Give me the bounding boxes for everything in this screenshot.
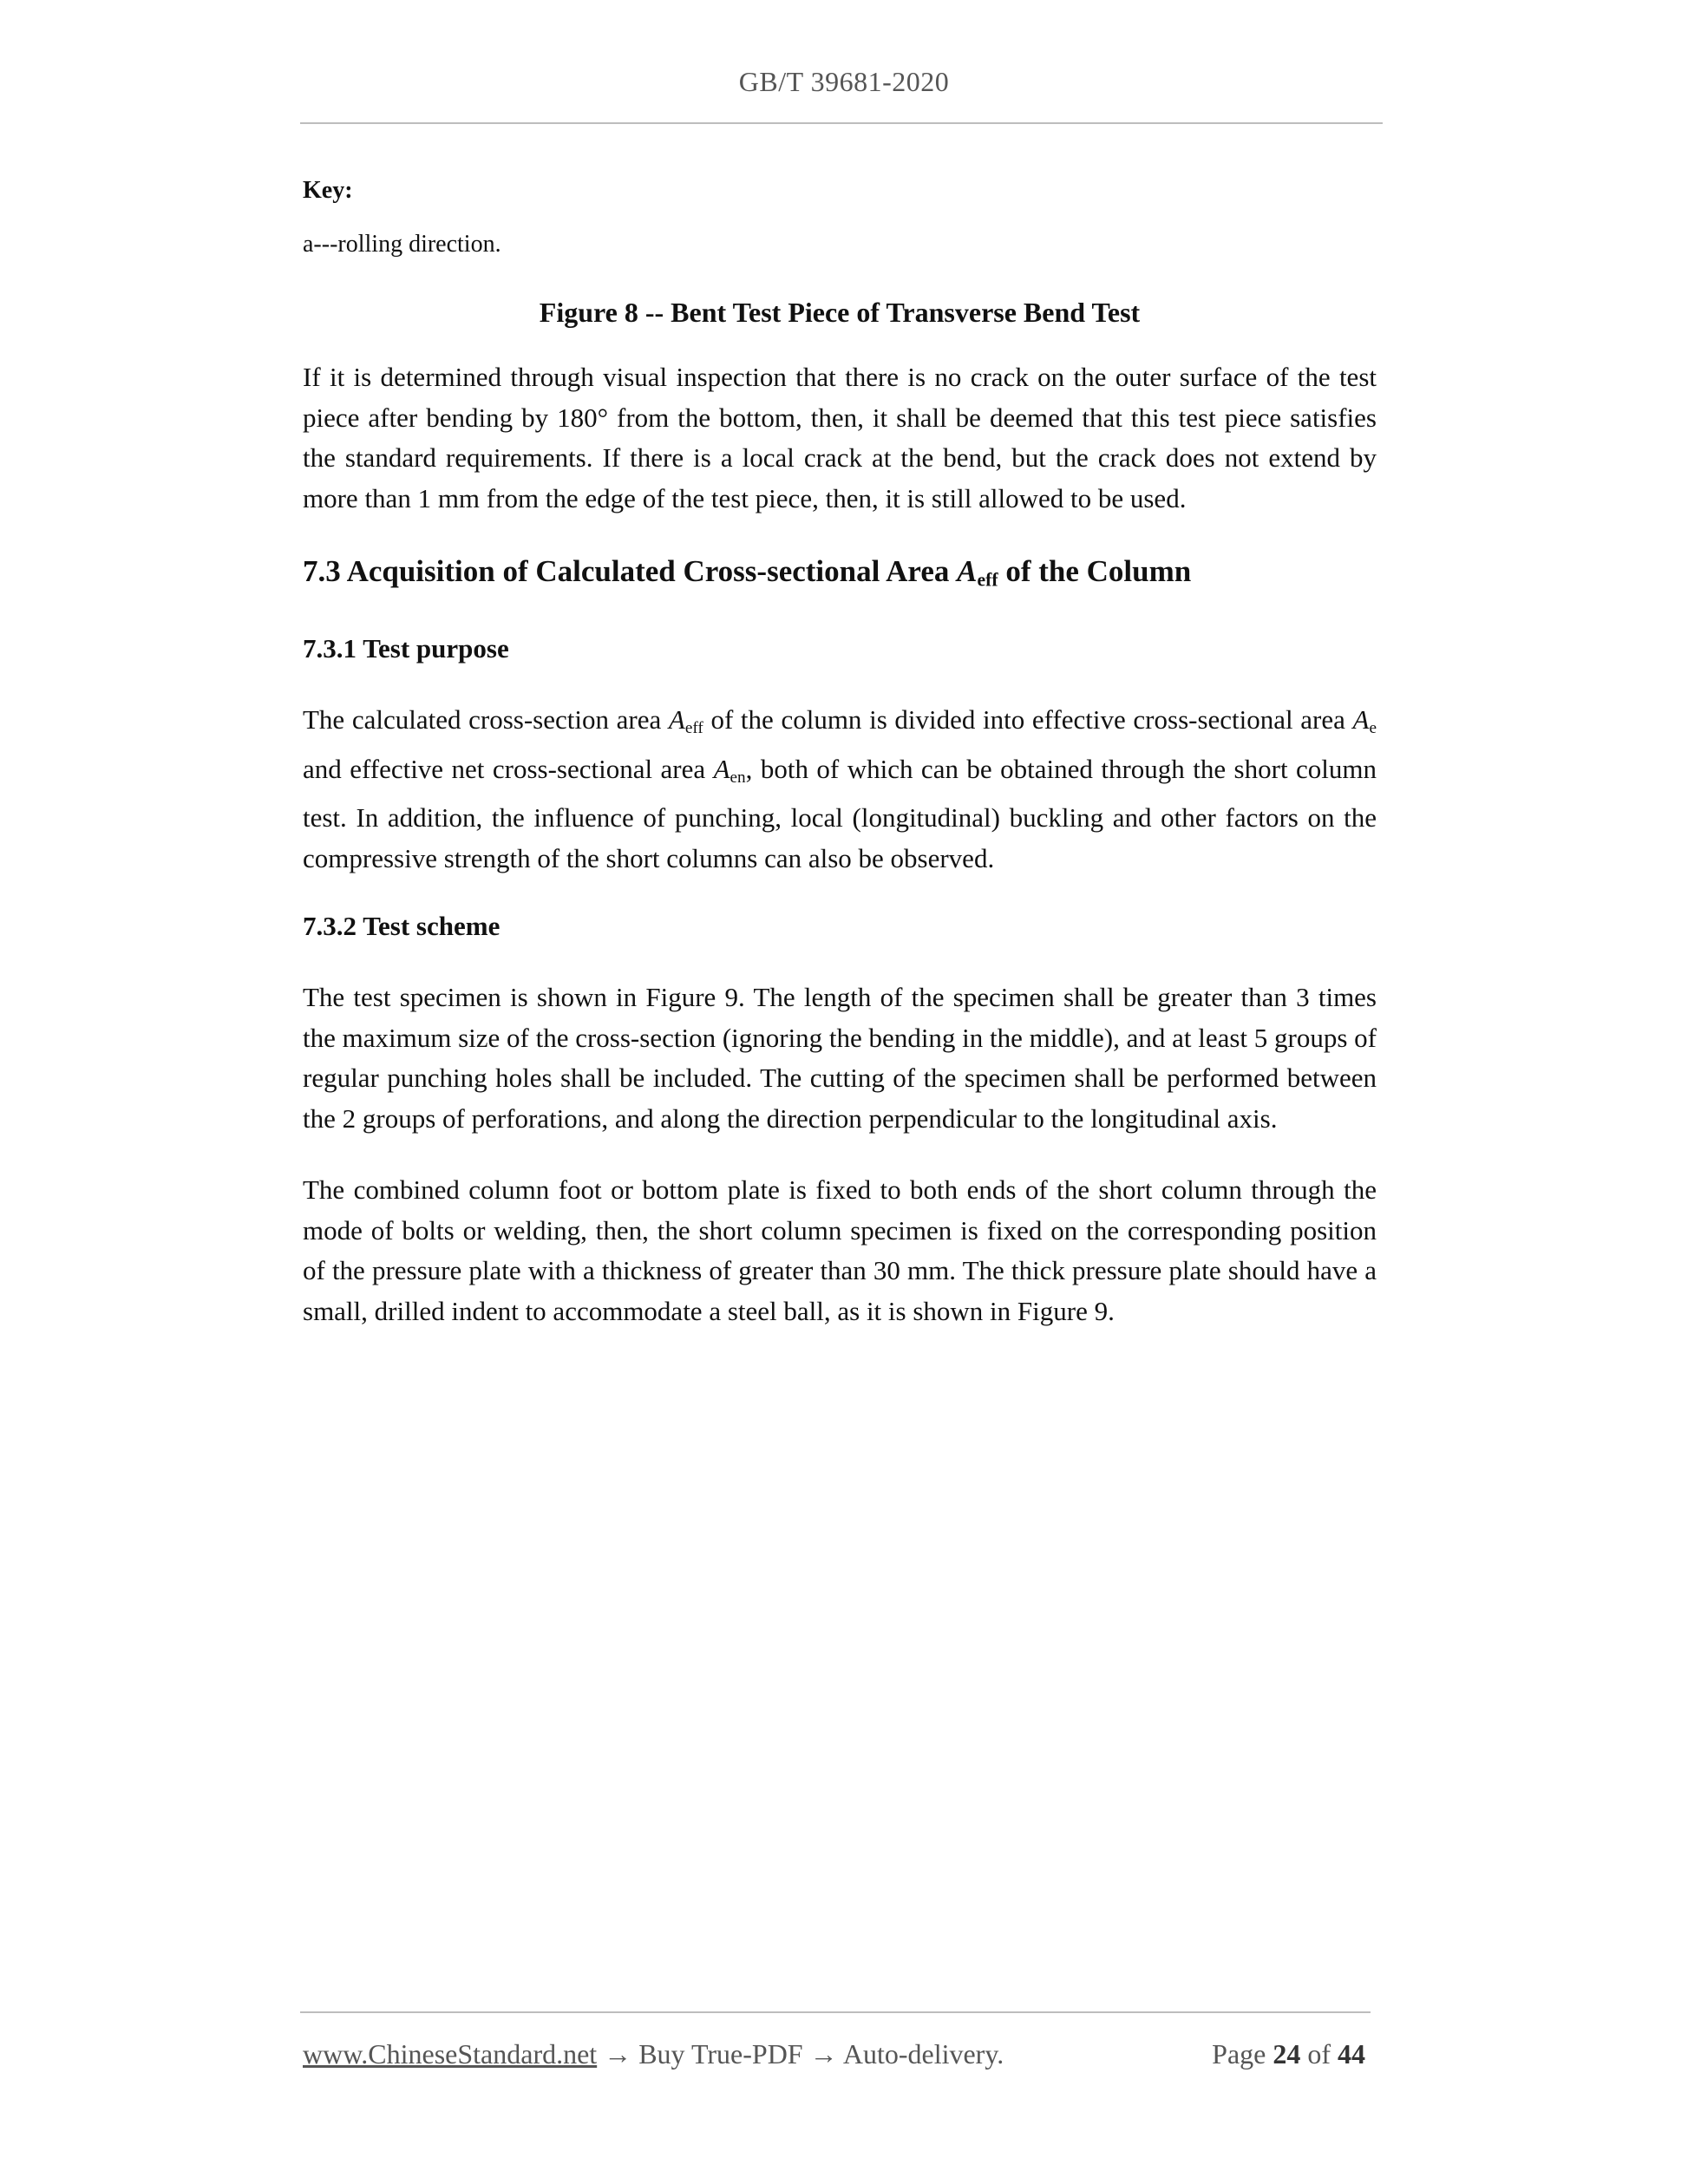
section-7-3-heading — [303, 550, 1377, 601]
document-number-header: GB/T 39681-2020 — [738, 66, 950, 97]
test-scheme-paragraph-2: The combined column foot or bottom plate is fixed to both ends of the short column through the mode of bolts or welding, then, the short column specimen is fixed on the corresponding position of the pressure plate with a thickness of greater than 30 mm. The thick pressure plate should have a small, drilled indent to accommodate a steel ball, as it is shown in Figure 9. — [303, 1174, 1377, 1326]
ae-subscript: e — [1369, 719, 1377, 738]
aeff-subscript: eff — [977, 569, 998, 591]
section-7-3-title-start: 7.3 Acquisition of Calculated Cross-sectional Area — [303, 554, 958, 588]
section-7-3-title-end: of the Column — [998, 554, 1192, 588]
aeff-symbol: A — [957, 554, 978, 588]
buy-pdf-text: Buy True-PDF — [638, 2038, 803, 2070]
page-indicator — [1212, 2035, 1365, 2073]
key-label: Key: — [303, 177, 353, 204]
footer-divider — [300, 2011, 1371, 2013]
test-purpose-paragraph — [303, 700, 1377, 879]
arrow-right-icon: → — [809, 2038, 838, 2070]
crack-paragraph: If it is determined through visual inspection that there is no crack on the outer surface of the test piece after bending by 180° from the bottom, then, it shall be deemed that this test piece satisfies the standard requirements. If there is a local crack at the bend, but the crack does not extend by more than 1 mm from the edge of the test piece, then, it is still allowed to be used. — [303, 362, 1377, 513]
section-7-3-2-heading: 7.3.2 Test scheme — [303, 911, 501, 942]
footer-promo — [303, 2035, 1004, 2073]
key-item: a---rolling direction. — [303, 231, 501, 258]
purpose-text-3: and effective net cross-sectional area — [303, 753, 714, 784]
aen-symbol: A — [713, 753, 730, 784]
aeff-symbol-inline: A — [668, 704, 685, 736]
website-link[interactable]: www.ChineseStandard.net — [303, 2038, 598, 2070]
header-divider — [300, 122, 1383, 124]
purpose-text-1: The calculated cross-section area — [303, 704, 669, 736]
aeff-subscript-inline: eff — [684, 719, 703, 738]
auto-delivery-text: Auto-delivery. — [842, 2038, 1004, 2070]
arrow-right-icon: → — [604, 2038, 632, 2070]
ae-symbol: A — [1352, 704, 1370, 736]
section-7-3-1-heading: 7.3.1 Test purpose — [303, 633, 509, 664]
aen-subscript: en — [730, 768, 746, 787]
purpose-text-2: of the column is divided into effective cross-sectional area — [703, 704, 1353, 736]
figure-caption: Figure 8 -- Bent Test Piece of Transverse Bend Test — [539, 297, 1141, 328]
total-page-count: 44 — [1338, 2038, 1365, 2070]
current-page-number: 24 — [1273, 2038, 1301, 2070]
page-content — [303, 173, 1377, 1331]
purpose-text-4: , both of which can be obtained through the short column test. In addition, the influence of punching, local (longitudinal) buckling and other factors on the compressive strength of the short columns can also be observed. — [303, 753, 1377, 873]
of-label: of — [1307, 2038, 1331, 2070]
test-scheme-paragraph-1: The test specimen is shown in Figure 9. The length of the specimen shall be greater than 3 times the maximum size of the cross-section (ignoring the bending in the middle), and at least 5 groups of regular punching holes shall be included. The cutting of the specimen shall be performed between the 2 groups of perforations, and along the direction perpendicular to the longitudinal axis. — [303, 982, 1377, 1134]
page-label: Page — [1212, 2038, 1266, 2070]
